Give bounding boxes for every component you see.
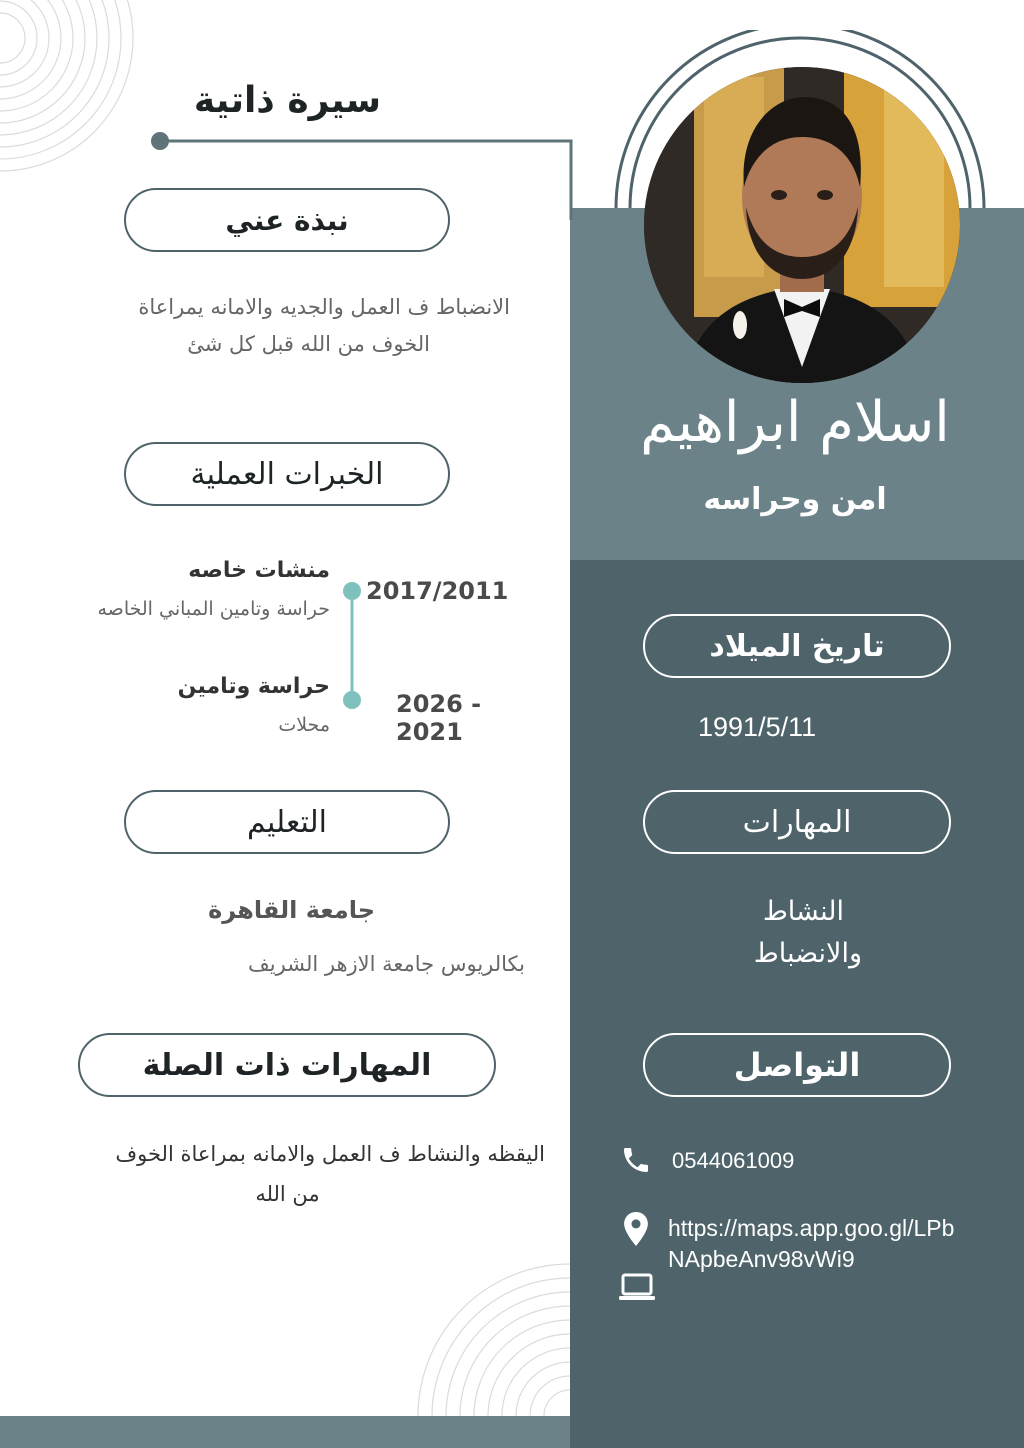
sidebar-panel (570, 560, 1024, 1448)
profile-name: اسلام ابراهيم (640, 390, 950, 455)
contact-phone[interactable]: 0544061009 (672, 1148, 795, 1173)
laptop-icon (618, 1272, 656, 1302)
experience-item-2-title: حراسة وتامين (177, 674, 330, 699)
experience-heading (124, 442, 450, 506)
experience-item-1-title: منشات خاصه (188, 558, 330, 583)
birth-date: 1991/5/11 (698, 712, 817, 742)
education-heading-label: التعليم (247, 804, 327, 840)
skills-line1: النشاط (762, 896, 844, 927)
birth-heading-label: تاريخ الميلاد (709, 628, 885, 664)
profile-photo (644, 67, 960, 383)
birth-heading (643, 614, 951, 678)
bottom-bar (0, 1416, 570, 1448)
skills-line2: والانضباط (753, 938, 862, 969)
skills-heading (643, 790, 951, 854)
contact-map-link-line1[interactable]: https://maps.app.goo.gl/LPb (668, 1215, 955, 1241)
education-degree: بكالريوس جامعة الازهر الشريف (248, 952, 525, 976)
related-skills-text-line1: اليقظه والنشاط ف العمل والامانه بمراعاة الخوف (115, 1142, 545, 1166)
related-skills-heading (78, 1033, 496, 1097)
experience-heading-label: الخبرات العملية (190, 456, 384, 492)
about-text-line1: الانضباط ف العمل والجديه والامانه يمراعاة (138, 295, 510, 319)
portrait-illustration (644, 67, 960, 383)
phone-icon (620, 1144, 652, 1176)
experience-item-1-detail: حراسة وتامين المباني الخاصه (97, 598, 330, 620)
contact-heading (643, 1033, 951, 1097)
related-skills-text-line2: من الله (255, 1182, 320, 1206)
location-pin-icon (622, 1212, 650, 1246)
about-heading (124, 188, 450, 252)
related-skills-heading-label: المهارات ذات الصلة (142, 1047, 432, 1083)
contact-map-link-line2[interactable]: NApbeAnv98vWi9 (668, 1246, 855, 1272)
education-university: جامعة القاهرة (208, 896, 375, 924)
education-heading (124, 790, 450, 854)
about-heading-label: نبذة عني (225, 203, 349, 237)
experience-item-2-period: 2026 - 2021 (396, 690, 482, 746)
contact-heading-label: التواصل (733, 1046, 861, 1084)
experience-item-1-period: 2017/2011 (366, 577, 509, 605)
about-text-line2: الخوف من الله قبل كل شئ (187, 332, 430, 356)
skills-heading-label: المهارات (742, 804, 852, 840)
decorative-arcs-bottom (400, 1250, 570, 1416)
experience-timeline (340, 580, 364, 712)
experience-item-2-detail: محلات (278, 714, 330, 736)
page-title: سيرة ذاتية (193, 80, 382, 121)
profile-job-title: امن وحراسه (703, 482, 887, 517)
decorative-arcs-top (0, 0, 140, 180)
